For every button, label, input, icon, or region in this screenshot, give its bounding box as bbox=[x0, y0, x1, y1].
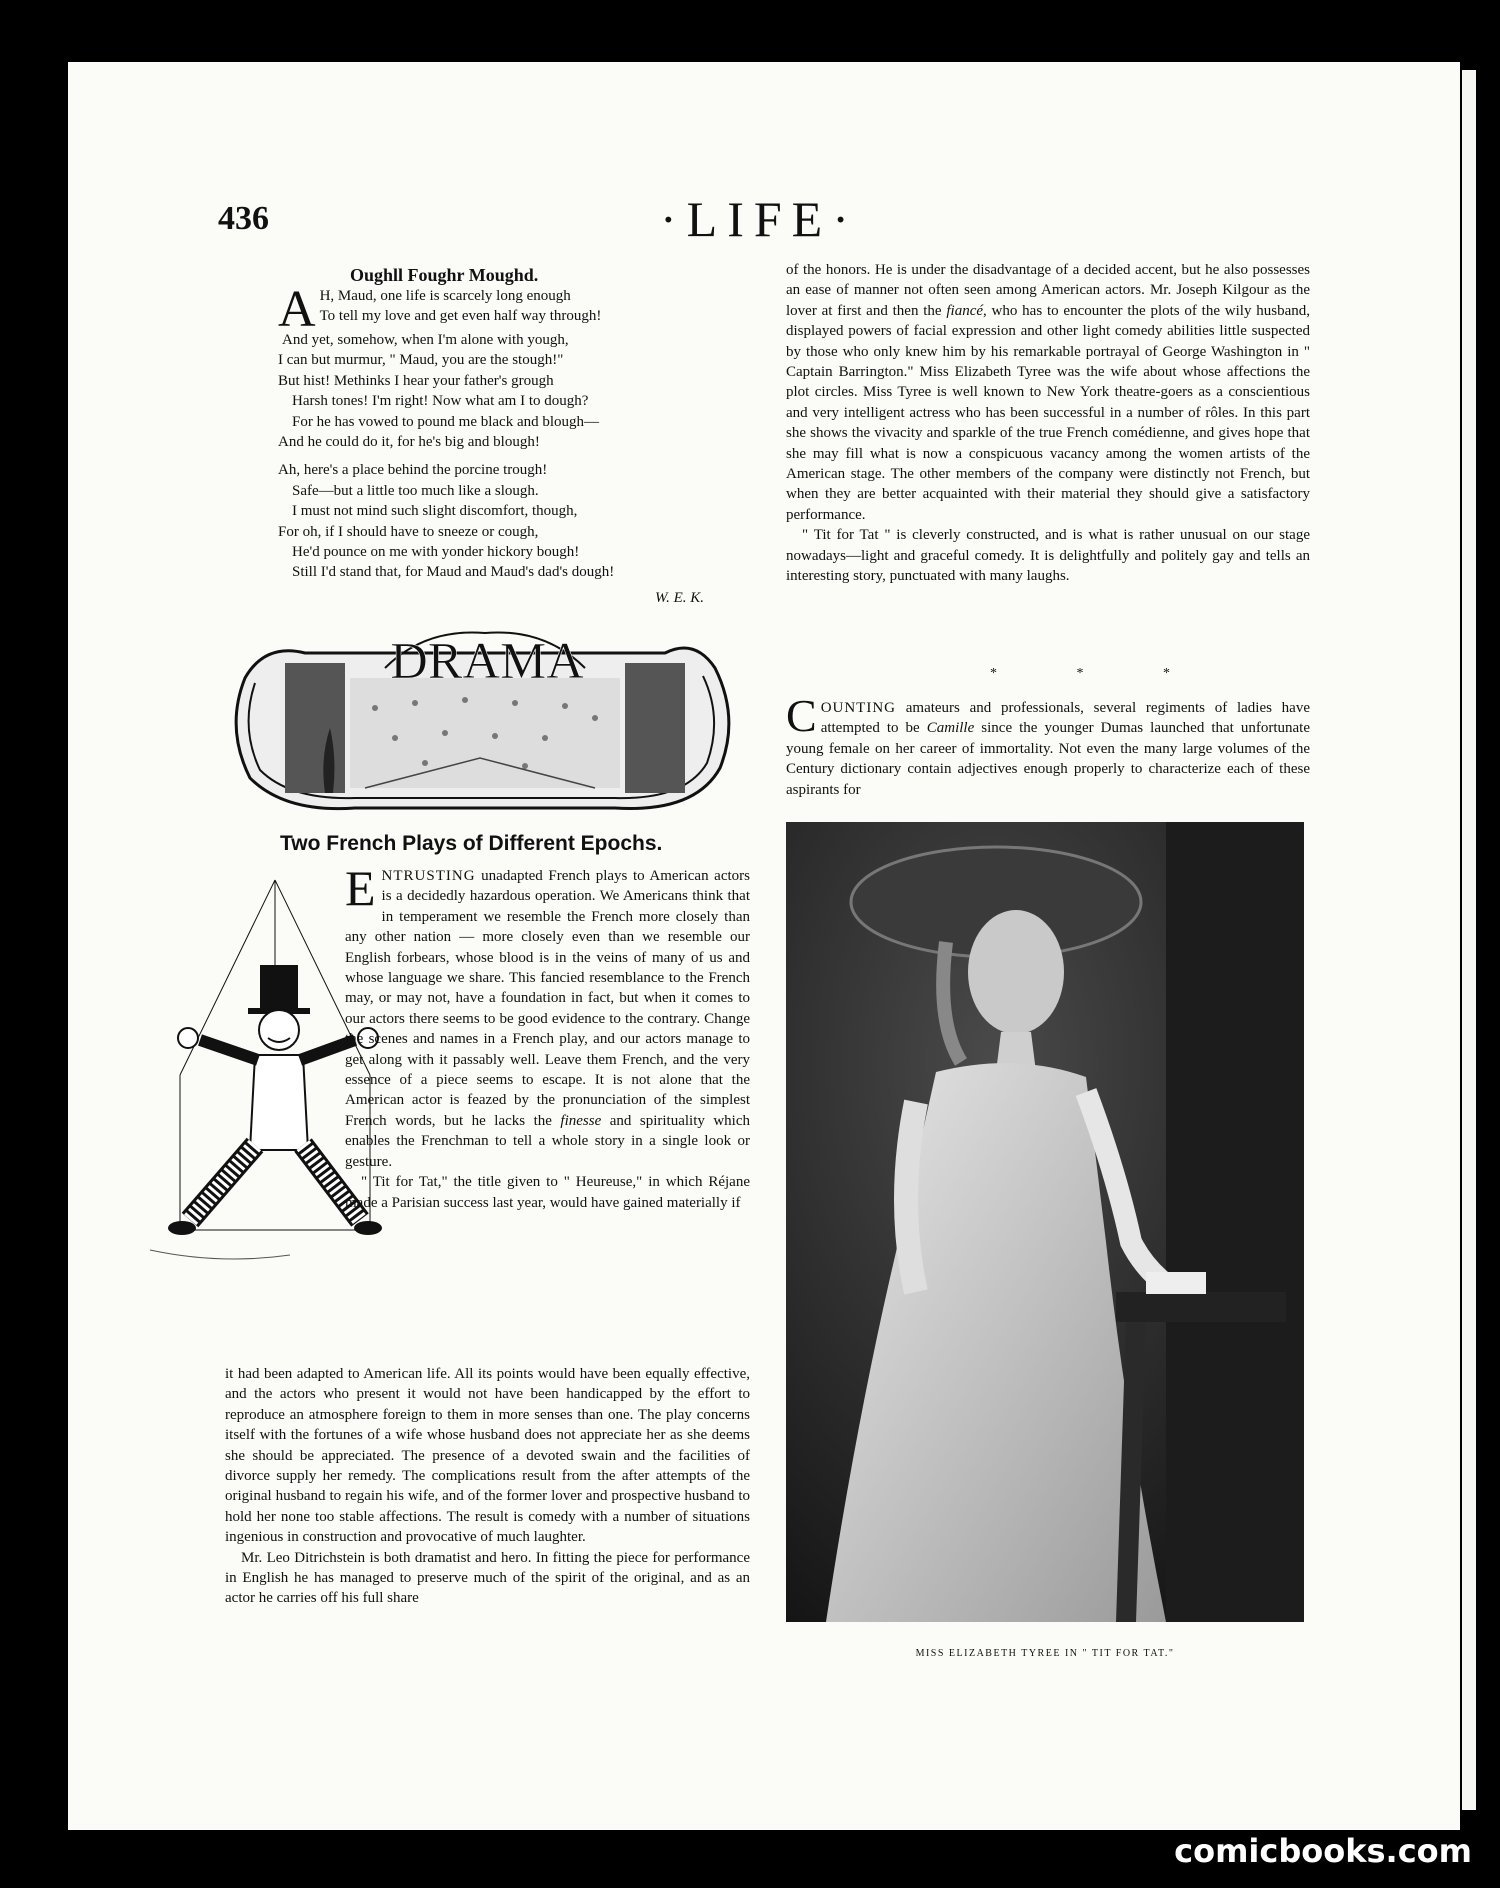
article-drop-cap: E bbox=[345, 860, 376, 916]
poem-signature: W. E. K. bbox=[655, 590, 705, 606]
article-paragraph: , who has to encounter the plots of the wily husband, displayed powers of facial expression and other light comedy abilities little suspected by those who only knew him by his remarkable portrayal of George Washington in " Captain Barrington." Miss Elizabeth Tyree was the wife about whose affections the plot circles. Miss Tyree is well known to New York theatre-goers as a conscientious and very intelligent actress who has been successful in a number of rôles. In this part she shows the vivacity and sparkle of the true French comédienne, and gives hope that she may fill what is now a conspicuous vacancy among the women artists of the American stage. The other members of the company were distinctly not French, but when they are better acquainted with their material they should give a satisfactory performance. bbox=[786, 302, 1310, 523]
poem-line: He'd pounce on me with yonder hickory bough! bbox=[292, 544, 580, 561]
poem-title: Oughll Foughr Moughd. bbox=[350, 265, 539, 285]
poem-line: Ah, here's a place behind the porcine trough! bbox=[278, 462, 548, 479]
poem bbox=[278, 281, 738, 583]
article-paragraph: and spirituality which enables the Frenchman to tell a whole story in a single look or gesture. bbox=[345, 1112, 750, 1170]
article-paragraph: since the younger Dumas launched that unfortunate young female on her career of immortality. Not even the many large volumes of the Century dictionary contain adjectives enough properly to characterize each of these aspirants for bbox=[786, 720, 1311, 798]
poem-line: I must not mind such slight discomfort, though, bbox=[292, 503, 578, 520]
article-column-right-lower bbox=[786, 690, 1311, 800]
article-paragraph: amateurs and professionals, several regiments of ladies have attempted to be bbox=[820, 700, 1310, 737]
page-number: 436 bbox=[218, 200, 269, 237]
actress-photo bbox=[786, 822, 1304, 1622]
article-column-left-bottom bbox=[225, 1364, 750, 1609]
poem-line: And he could do it, for he's big and blough! bbox=[278, 434, 540, 451]
article-paragraph: Mr. Leo Ditrichstein is both dramatist and hero. In fitting the piece for performance in English he has managed to preserve much of the spirit of the original, and as an actor he carries off his full share bbox=[225, 1549, 750, 1607]
masthead: ·LIFE· bbox=[660, 191, 859, 247]
actress-photo-image bbox=[786, 822, 1304, 1622]
article-paragraph: unadapted French plays to American actors is a decidedly hazardous operation. We Americans think that in temperament we resemble the French more closely than any other nation — more closely even than we resemble our English forbears, whose blood is in the veins of many of us and whose language we share. This fancied resemblance to the French may, or may not, have a foundation in fact, but when it comes to our actors there seems to be good evidence to the contrary. Change the scenes and names in a French play, and our actors manage to get along with it passably well. Leave them French, and the very essence of a piece seems to escape. It is not alone that the American actor is feazed by the pronunciation of the simplest French words, but he lacks the bbox=[345, 868, 750, 1129]
article-drop-cap: C bbox=[786, 690, 817, 741]
section-separator: * * * bbox=[990, 666, 1208, 681]
poem-line: I can but murmur, " Maud, you are the stough!" bbox=[278, 352, 564, 369]
poem-line: Safe—but a little too much like a slough. bbox=[292, 482, 539, 499]
article-lead-caps: OUNTING bbox=[820, 700, 897, 716]
photo-caption: MISS ELIZABETH TYREE IN " TIT FOR TAT." bbox=[915, 1648, 1175, 1659]
poem-line: Harsh tones! I'm right! Now what am I to dough? bbox=[292, 393, 589, 410]
poem-line: To tell my love and get even half way through! bbox=[319, 308, 602, 325]
article-column-left-top bbox=[345, 860, 750, 1213]
article-paragraph: of the honors. He is under the disadvantage of a decided accent, but he also possesses an ease of manner not often seen among American actors. Mr. Joseph Kilgour as the lover at first and then the bbox=[786, 262, 1310, 319]
article-title: Two French Plays of Different Epochs. bbox=[280, 832, 663, 855]
watermark: comicbooks.com bbox=[1174, 1832, 1472, 1870]
poem-line: But hist! Methinks I hear your father's grough bbox=[278, 372, 554, 389]
article-paragraph: it had been adapted to American life. All its points would have been equally effective, and the actors who present it would not have been handicapped by the effort to reproduce an atmosphere foreign to them in more senses than one. The play concerns itself with the fortunes of a wife whose husband does not appreciate her as she deems she should be appreciated. The presence of a devoted swain and the facilities of divorce supply her remedy. The complications result from the after attempts of the original husband to regain his wife, and of the former lover and prospective husband to hold her none too stable affections. The result is comedy with a number of situations ingenious in construction and provocative of much laughter. bbox=[225, 1366, 750, 1546]
poem-line: For oh, if I should have to sneeze or cough, bbox=[278, 523, 539, 540]
next-page-edge bbox=[1462, 70, 1476, 1810]
article-lead-caps: NTRUSTING bbox=[381, 868, 476, 884]
poem-line: Still I'd stand that, for Maud and Maud's dad's dough! bbox=[292, 564, 615, 581]
article-italic: Camille bbox=[926, 720, 975, 737]
poem-line: For he has vowed to pound me black and blough— bbox=[292, 413, 600, 430]
article-italic: fiancé bbox=[946, 302, 984, 319]
drama-banner-word: DRAMA bbox=[390, 633, 584, 690]
article-column-right bbox=[786, 260, 1310, 587]
poem-line: And yet, somehow, when I'm alone with yough, bbox=[282, 332, 569, 348]
article-paragraph: " Tit for Tat," the title given to " Heureuse," in which Réjane made a Parisian success last year, would have gained materially if bbox=[345, 1174, 750, 1211]
drama-banner-illustration bbox=[225, 608, 740, 828]
article-italic: finesse bbox=[560, 1112, 602, 1129]
poem-line: H, Maud, one life is scarcely long enough bbox=[319, 288, 571, 304]
poem-drop-cap: A bbox=[278, 281, 316, 338]
article-paragraph: " Tit for Tat " is cleverly constructed, and is what is rather unusual on our stage nowadays—light and graceful comedy. It is delightfully and politely gay and tells an interesting story, punctuated with many laughs. bbox=[786, 527, 1310, 585]
